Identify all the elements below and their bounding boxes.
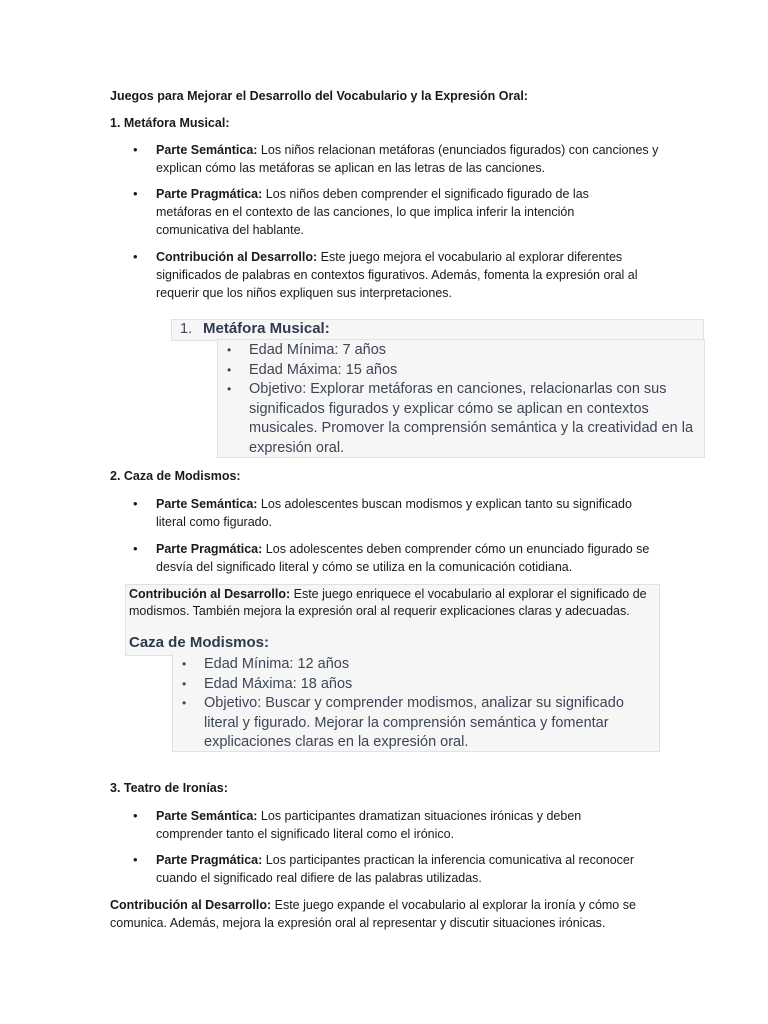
bullet-icon: • <box>133 142 138 157</box>
game2-contribution: Contribución al Desarrollo: Este juego enriquece el vocabulario al explorar el significado de modismos. También mejora la expresión oral al requerir explicaciones claras y adecuadas. <box>129 587 647 618</box>
game1-semantic-item: • Parte Semántica: Los niños relacionan metáforas (enunciados figurados) con canciones y explican cómo las metáforas se aplican en las letras de las canciones. <box>133 142 659 175</box>
game2-box-top <box>125 584 660 656</box>
game3-semantic-item: • Parte Semántica: Los participantes dramatizan situaciones irónicas y deben comprender tanto el significado literal como el irónico. <box>133 808 582 841</box>
game2-title: 2. Caza de Modismos: <box>110 469 241 483</box>
bullet-icon: • <box>133 249 138 264</box>
game1-box-body <box>217 339 705 458</box>
bullet-icon: • <box>133 541 138 556</box>
game2-semantic-item: • Parte Semántica: Los adolescentes buscan modismos y explican tanto su significado literal como figurado. <box>133 496 632 529</box>
game1-box-header <box>171 319 336 341</box>
game1-pragmatic-item: • Parte Pragmática: Los niños deben comprender el significado figurado de las metáforas en el contexto de las canciones, lo que implica inferir la intención comunicativa del hablante. <box>133 186 589 237</box>
game2-box-body <box>172 654 660 752</box>
game1-title: 1. Metáfora Musical: <box>110 116 230 130</box>
game3-pragmatic-item: • Parte Pragmática: Los participantes practican la inferencia comunicativa al reconocer cuando el significado real difiere de las palabras utilizadas. <box>133 852 635 885</box>
list-number: 1. <box>180 321 193 337</box>
list-item: • Objetivo: Explorar metáforas en canciones, relacionarlas con sus significados figurados y explicar cómo se aplican en contextos musicales. Promover la comprensión semántica y la creatividad en la expresión oral. <box>227 381 694 456</box>
bullet-icon: • <box>133 852 138 867</box>
game2-box-title: Caza de Modismos: <box>129 634 270 651</box>
game1-box-title: Metáfora Musical: <box>203 320 330 337</box>
list-item: • Edad Máxima: 15 años <box>227 361 398 378</box>
game1-box-list <box>218 341 700 458</box>
list-item: • Objetivo: Buscar y comprender modismos, analizar su significado literal y figurado. Mejorar la comprensión semántica y fomentar explicaciones claras en la expresión oral. <box>182 695 624 750</box>
game2-box-list <box>173 655 655 753</box>
game2-pragmatic-item: • Parte Pragmática: Los adolescentes deben comprender cómo un enunciado figurado se desvía del significado literal y cómo se utiliza en la comunicación cotidiana. <box>133 541 650 574</box>
bullet-icon: • <box>133 186 138 201</box>
list-item: • Edad Mínima: 7 años <box>227 342 387 358</box>
bullet-icon: • <box>133 808 138 823</box>
game1-box-header-ext <box>334 319 704 340</box>
game1-contribution-item: • Contribución al Desarrollo: Este juego mejora el vocabulario al explorar diferentes significados de palabras en contextos figurativos. Además, fomenta la expresión oral al requerir que los niños expliquen sus interpretaciones. <box>133 249 638 300</box>
list-item: • Edad Máxima: 18 años <box>182 675 353 692</box>
document-heading: Juegos para Mejorar el Desarrollo del Vocabulario y la Expresión Oral: <box>110 89 528 103</box>
game3-title: 3. Teatro de Ironías: <box>110 781 228 795</box>
bullet-icon: • <box>133 496 138 511</box>
game3-contribution: Contribución al Desarrollo: Este juego expande el vocabulario al explorar la ironía y cómo se comunica. Además, mejora la expresión oral al representar y discutir situaciones irónicas. <box>110 898 636 930</box>
list-item: • Edad Mínima: 12 años <box>182 656 350 672</box>
